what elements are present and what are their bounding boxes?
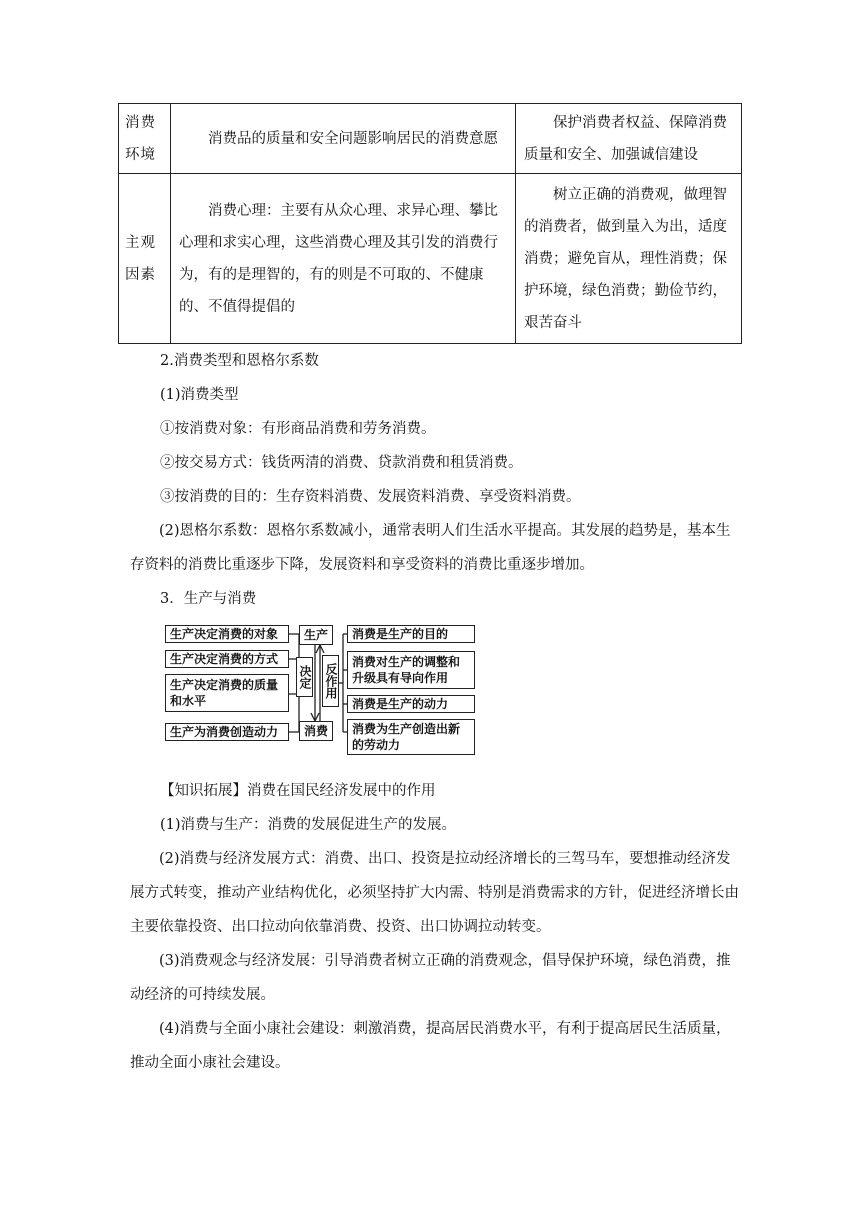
- diagram-production-node: 生产: [299, 625, 333, 645]
- sub-heading: (1)消费类型: [160, 387, 239, 403]
- factor-cell: 主观因素: [119, 174, 171, 344]
- section-heading: 2.消费类型和恩格尔系数: [160, 353, 319, 369]
- paragraph: (2)恩格尔系数：恩格尔系数减小，通常表明人们生活水平提高。其发展的趋势是，基本生存资料的消费比重逐步下降，发展资料和享受资料的消费比重逐步增加。: [130, 523, 731, 573]
- paragraph: (3)消费观念与经济发展：引导消费者树立正确的消费观念，倡导保护环境，绿色消费，推动经济的可持续发展。: [130, 953, 731, 1003]
- description-cell: 消费品的质量和安全问题影响居民的消费意愿: [171, 104, 516, 174]
- diagram-left-item: 生产为消费创造动力: [165, 723, 289, 741]
- list-item: ③按消费的目的：生存资料消费、发展资料消费、享受资料消费。: [160, 489, 581, 505]
- diagram-react-label: 反作用: [322, 655, 339, 707]
- diagram-decide-label: 决定: [296, 657, 313, 697]
- extension-heading: 【知识拓展】消费在国民经济发展中的作用: [160, 783, 436, 799]
- diagram-right-item: 消费为生产创造出新的劳动力: [347, 719, 475, 755]
- diagram-right-item: 消费对生产的调整和升级具有导向作用: [347, 651, 475, 689]
- diagram-left-item: 生产决定消费的方式: [165, 650, 289, 668]
- section-heading: 3．生产与消费: [160, 591, 257, 607]
- description-cell: 消费心理：主要有从众心理、求异心理、攀比心理和求实心理，这些消费心理及其引发的消费行为，有的是理智的，有的则是不可取的、不健康的、不值得提倡的: [171, 174, 516, 344]
- diagram-right-item: 消费是生产的动力: [347, 695, 475, 713]
- factor-cell: 消费环境: [119, 104, 171, 174]
- consumption-factors-table: [118, 103, 742, 344]
- paragraph: (4)消费与全面小康社会建设：刺激消费，提高居民消费水平，有利于提高居民生活质量，推动全面小康社会建设。: [130, 1021, 731, 1071]
- diagram-left-item: 生产决定消费的质量和水平: [165, 674, 289, 712]
- table-row: [119, 104, 742, 174]
- list-item: ②按交易方式：钱货两清的消费、贷款消费和租赁消费。: [160, 455, 523, 471]
- diagram-right-item: 消费是生产的目的: [347, 625, 475, 643]
- response-cell: 树立正确的消费观，做理智的消费者，做到量入为出，适度消费；避免盲从，理性消费；保护环境，绿色消费；勤俭节约，艰苦奋斗: [516, 174, 742, 344]
- diagram-left-item: 生产决定消费的对象: [165, 625, 289, 643]
- production-consumption-diagram: [163, 623, 481, 755]
- list-item: ①按消费对象：有形商品消费和劳务消费。: [160, 421, 436, 437]
- diagram-consumption-node: 消费: [299, 721, 333, 741]
- paragraph: (1)消费与生产：消费的发展促进生产的发展。: [160, 817, 457, 833]
- paragraph: (2)消费与经济发展方式：消费、出口、投资是拉动经济增长的三驾马车，要想推动经济发展方式转变，推动产业结构优化，必须坚持扩大内需、特别是消费需求的方针，促进经济增长由主要依靠投资、出口拉动向依靠消费、投资、出口协调拉动转变。: [130, 851, 739, 935]
- response-cell: 保护消费者权益、保障消费质量和安全、加强诚信建设: [516, 104, 742, 174]
- table-row: [119, 174, 742, 344]
